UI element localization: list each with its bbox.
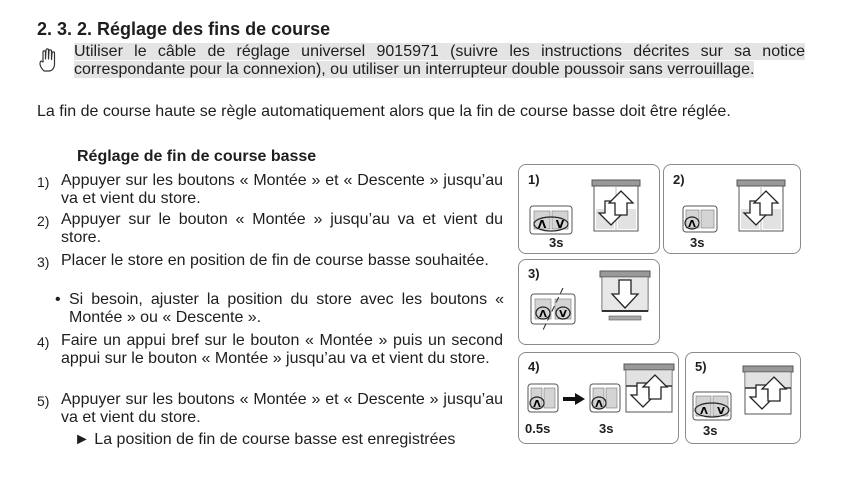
bullet-mark: • — [55, 291, 61, 308]
duration-label: 3s — [690, 235, 705, 250]
hand-pointing-icon — [35, 47, 63, 75]
shutter-down-icon — [597, 270, 653, 326]
bullet-item — [55, 291, 504, 327]
bullet-text: Si besoin, ajuster la position du store avec les boutons « Montée » ou « Descente ». — [69, 291, 504, 326]
up-symbol: Λ — [595, 399, 603, 410]
panel-label: 5) — [695, 359, 707, 374]
result-line — [74, 431, 455, 449]
figure-panel-5 — [685, 352, 801, 444]
step-text: Appuyer sur les boutons « Montée » et « Descente » jusqu’au va et vient du store. — [61, 172, 503, 207]
step-number: 3) — [37, 254, 50, 270]
up-symbol: Λ — [539, 309, 547, 320]
step-number: 1) — [37, 174, 50, 190]
step-5 — [37, 391, 503, 427]
down-symbol: V — [555, 218, 565, 231]
figure-panel-3 — [518, 259, 660, 345]
figure-panel-4 — [518, 352, 679, 444]
duration-label: 3s — [549, 235, 564, 250]
step-number: 5) — [37, 393, 50, 409]
up-symbol: Λ — [700, 406, 708, 417]
duration-label: 0.5s — [525, 421, 551, 436]
shutter-up-down-icon — [742, 365, 794, 417]
up-symbol: Λ — [533, 399, 541, 410]
step-1 — [37, 172, 503, 208]
note-highlight: Utiliser le câble de réglage universel 9015971 (suivre les instructions décrites sur sa notice correspondante pour la connexion), ou utiliser un interrupteur double poussoir sans verrouillage. — [74, 43, 805, 78]
step-text: Faire un appui bref sur le bouton « Montée » puis un second appui sur le bouton « Montée » jusqu’au va et vient du store. — [61, 332, 503, 367]
intro-paragraph: La fin de course haute se règle automatiquement alors que la fin de course basse doit être réglée. — [37, 103, 731, 120]
arrow-right-icon — [563, 393, 585, 405]
down-symbol: V — [717, 406, 725, 417]
double-switch-icon — [692, 391, 732, 421]
shutter-up-down-icon — [591, 179, 641, 233]
step-number: 4) — [37, 334, 50, 350]
step-number: 2) — [37, 213, 50, 229]
double-switch-icon — [589, 383, 621, 413]
double-switch-icon — [527, 383, 559, 413]
figure-panel-2 — [663, 164, 801, 254]
subheading: Réglage de fin de course basse — [77, 148, 317, 165]
step-text: Appuyer sur les boutons « Montée » et « Descente » jusqu’au va et vient du store. — [61, 391, 503, 426]
duration-label: 3s — [703, 423, 718, 438]
step-text: Appuyer sur le bouton « Montée » jusqu’au va et vient du store. — [61, 211, 503, 246]
up-symbol: Λ — [537, 218, 547, 231]
duration-label: 3s — [599, 421, 614, 436]
shutter-up-down-icon — [736, 179, 786, 233]
section-title: 2. 3. 2. Réglage des fins de course — [37, 19, 331, 39]
result-arrow-icon: ► — [74, 431, 90, 448]
step-4 — [37, 332, 503, 368]
double-switch-icon — [529, 286, 577, 332]
result-text: La position de fin de course basse est enregistrées — [94, 431, 456, 448]
panel-label: 1) — [528, 172, 540, 187]
panel-label: 4) — [528, 359, 540, 374]
double-switch-icon — [529, 205, 573, 235]
double-switch-icon — [682, 205, 718, 233]
panel-label: 3) — [528, 266, 540, 281]
step-2 — [37, 211, 503, 247]
figure-panel-1 — [518, 164, 660, 254]
down-symbol: V — [559, 309, 567, 320]
step-3 — [37, 252, 503, 270]
up-symbol: Λ — [688, 219, 696, 230]
panel-label: 2) — [673, 172, 685, 187]
step-text: Placer le store en position de fin de course basse souhaitée. — [61, 252, 489, 269]
note-text — [74, 43, 805, 79]
shutter-up-down-icon — [623, 363, 675, 415]
